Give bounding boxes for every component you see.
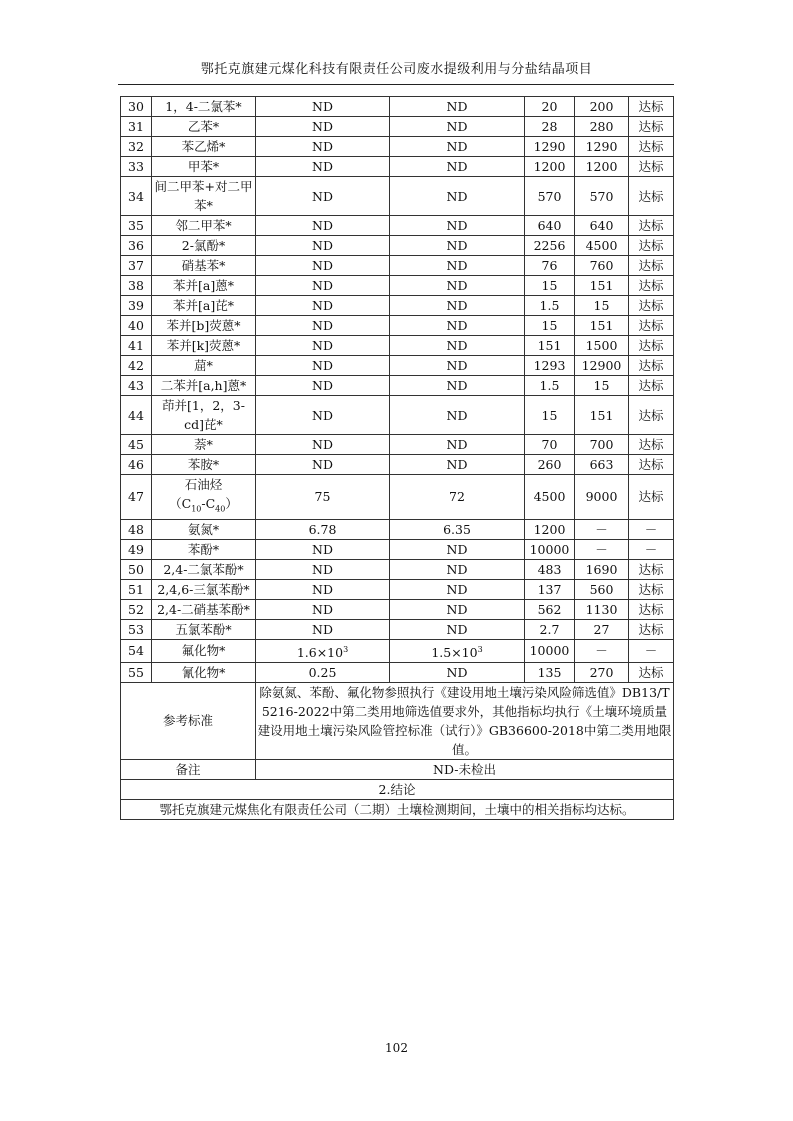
result-2: 72 [390, 475, 525, 520]
result-1: ND [256, 236, 390, 256]
control-value: 151 [575, 316, 629, 336]
evaluation: 达标 [629, 177, 674, 216]
value-base: 1.5×10 [431, 644, 478, 660]
row-number: 42 [121, 356, 152, 376]
row-number: 39 [121, 296, 152, 316]
pollutant-name: 苯胺* [152, 455, 256, 475]
row-number: 51 [121, 579, 152, 599]
control-value: 15 [575, 296, 629, 316]
screening-value: 1.5 [525, 376, 575, 396]
table-row [121, 519, 674, 539]
control-value: 4500 [575, 236, 629, 256]
result-2: ND [390, 316, 525, 336]
header-rule [118, 84, 674, 85]
result-1: ND [256, 599, 390, 619]
row-number: 43 [121, 376, 152, 396]
screening-value: 10000 [525, 639, 575, 662]
control-value: 1130 [575, 599, 629, 619]
pollutant-name: 邻二甲苯* [152, 216, 256, 236]
screening-value: 70 [525, 435, 575, 455]
pollutant-name: 苯并[a]蒽* [152, 276, 256, 296]
screening-value: 28 [525, 117, 575, 137]
row-number: 31 [121, 117, 152, 137]
result-2: ND [390, 619, 525, 639]
control-value: 270 [575, 662, 629, 682]
result-2: ND [390, 276, 525, 296]
result-2: ND [390, 177, 525, 216]
evaluation: 达标 [629, 316, 674, 336]
value-base: 1.6×10 [296, 644, 344, 660]
table-body [121, 97, 674, 820]
evaluation: 达标 [629, 157, 674, 177]
screening-value: 2256 [525, 236, 575, 256]
pollutant-name: 2-氯酚* [152, 236, 256, 256]
screening-value: 1.5 [525, 296, 575, 316]
result-1: ND [256, 97, 390, 117]
evaluation: 达标 [629, 216, 674, 236]
row-number: 38 [121, 276, 152, 296]
control-value: 570 [575, 177, 629, 216]
table-row [121, 336, 674, 356]
evaluation: － [629, 539, 674, 559]
table-row [121, 599, 674, 619]
row-number: 30 [121, 97, 152, 117]
result-1: ND [256, 376, 390, 396]
pollutant-name: 氰化物* [152, 662, 256, 682]
result-2: ND [390, 336, 525, 356]
result-1: 75 [256, 475, 390, 520]
row-number: 32 [121, 137, 152, 157]
control-value: 280 [575, 117, 629, 137]
value-exponent: 3 [477, 644, 483, 654]
table-row [121, 276, 674, 296]
pollutant-name: 氟化物* [152, 639, 256, 662]
control-value: 1690 [575, 559, 629, 579]
result-1: ND [256, 177, 390, 216]
page-header: 鄂托克旗建元煤化科技有限责任公司废水提级利用与分盐结晶项目 [200, 62, 593, 77]
result-2: ND [390, 356, 525, 376]
row-number: 50 [121, 559, 152, 579]
result-2: ND [390, 236, 525, 256]
note-label: 备注 [121, 759, 256, 779]
result-1: ND [256, 455, 390, 475]
row-number: 52 [121, 599, 152, 619]
evaluation: 达标 [629, 137, 674, 157]
control-value: － [575, 539, 629, 559]
table-row [121, 356, 674, 376]
result-2: ND [390, 539, 525, 559]
evaluation: － [629, 519, 674, 539]
screening-value: 562 [525, 599, 575, 619]
result-1: ND [256, 559, 390, 579]
screening-value: 1293 [525, 356, 575, 376]
control-value: 12900 [575, 356, 629, 376]
result-1: 0.25 [256, 662, 390, 682]
control-value: 200 [575, 97, 629, 117]
note-row [121, 759, 674, 779]
screening-value: 1290 [525, 137, 575, 157]
result-1: ND [256, 336, 390, 356]
screening-value: 15 [525, 316, 575, 336]
screening-value: 1200 [525, 157, 575, 177]
control-value: 151 [575, 276, 629, 296]
result-2: ND [390, 579, 525, 599]
row-number: 33 [121, 157, 152, 177]
table-row [121, 137, 674, 157]
pollutant-name: 硝基苯* [152, 256, 256, 276]
result-2: ND [390, 376, 525, 396]
table-row [121, 236, 674, 256]
row-number: 47 [121, 475, 152, 520]
table-row [121, 559, 674, 579]
result-2: ND [390, 117, 525, 137]
table-row [121, 97, 674, 117]
screening-value: 1200 [525, 519, 575, 539]
page-number: 102 [385, 1041, 408, 1055]
evaluation: 达标 [629, 236, 674, 256]
evaluation: 达标 [629, 276, 674, 296]
conclusion-heading-row [121, 779, 674, 799]
table-row [121, 539, 674, 559]
row-number: 35 [121, 216, 152, 236]
result-2: ND [390, 435, 525, 455]
result-1: ND [256, 256, 390, 276]
result-1: ND [256, 117, 390, 137]
evaluation: 达标 [629, 296, 674, 316]
control-value: 760 [575, 256, 629, 276]
row-number: 34 [121, 177, 152, 216]
result-1: ND [256, 157, 390, 177]
pollutant-name: 2,4-二氯苯酚* [152, 559, 256, 579]
screening-value: 135 [525, 662, 575, 682]
table-row [121, 216, 674, 236]
table-row [121, 316, 674, 336]
result-2: ND [390, 137, 525, 157]
evaluation: 达标 [629, 336, 674, 356]
carbon-range-end: 40 [215, 504, 226, 514]
pollutant-name: 石油烃 $(C_{10}-C_{40})$ [152, 475, 256, 520]
control-value: 663 [575, 455, 629, 475]
result-2: ND [390, 396, 525, 435]
screening-value: 15 [525, 396, 575, 435]
pollutant-name: 苯并[a]芘* [152, 296, 256, 316]
evaluation: 达标 [629, 619, 674, 639]
result-2: ND [390, 97, 525, 117]
evaluation: 达标 [629, 435, 674, 455]
result-1: 6.78 [256, 519, 390, 539]
table-row [121, 256, 674, 276]
row-number: 44 [121, 396, 152, 435]
soil-results-table [120, 96, 674, 820]
screening-value: 137 [525, 579, 575, 599]
pollutant-name: 氨氮* [152, 519, 256, 539]
result-1: ND [256, 356, 390, 376]
pollutant-name: 乙苯* [152, 117, 256, 137]
evaluation: 达标 [629, 117, 674, 137]
control-value: － [575, 639, 629, 662]
pollutant-name: 䓛* [152, 356, 256, 376]
evaluation: 达标 [629, 475, 674, 520]
conclusion-text: 鄂托克旗建元煤焦化有限责任公司（二期）土壤检测期间，土壤中的相关指标均达标。 [121, 799, 674, 819]
screening-value: 76 [525, 256, 575, 276]
result-2: 6.35 [390, 519, 525, 539]
pollutant-name: 五氯苯酚* [152, 619, 256, 639]
row-number: 45 [121, 435, 152, 455]
evaluation: 达标 [629, 256, 674, 276]
control-value: 9000 [575, 475, 629, 520]
carbon-range-start: 10 [191, 504, 202, 514]
conclusion-row [121, 799, 674, 819]
pollutant-name: 间二甲苯+对二甲苯* [152, 177, 256, 216]
control-value: 640 [575, 216, 629, 236]
screening-value: 15 [525, 276, 575, 296]
row-number: 40 [121, 316, 152, 336]
reference-text: 除氨氮、苯酚、氟化物参照执行《建设用地土壤污染风险筛选值》DB13/T 5216-2022中第二类用地筛选值要求外，其他指标均执行《土壤环境质量 建设用地土壤污染风险管控标准（试行）》GB36600-2018中第二类用地限值。 [256, 682, 674, 759]
result-2: ND [390, 216, 525, 236]
result-1: ND [256, 539, 390, 559]
table-row [121, 579, 674, 599]
evaluation: 达标 [629, 579, 674, 599]
pollutant-name: 苯并[k]荧蒽* [152, 336, 256, 356]
pollutant-name: 苯乙烯* [152, 137, 256, 157]
screening-value: 640 [525, 216, 575, 236]
pollutant-name-main: 石油烃 [184, 477, 223, 492]
result-2 [390, 639, 525, 662]
table-row [121, 376, 674, 396]
result-1: ND [256, 435, 390, 455]
result-1: ND [256, 619, 390, 639]
evaluation: 达标 [629, 376, 674, 396]
control-value: 27 [575, 619, 629, 639]
control-value: 700 [575, 435, 629, 455]
result-2: ND [390, 296, 525, 316]
result-2: ND [390, 157, 525, 177]
table-row [121, 662, 674, 682]
evaluation: 达标 [629, 599, 674, 619]
control-value: 15 [575, 376, 629, 396]
row-number: 37 [121, 256, 152, 276]
value-exponent: 3 [343, 644, 349, 654]
result-1: ND [256, 137, 390, 157]
evaluation: 达标 [629, 559, 674, 579]
screening-value: 151 [525, 336, 575, 356]
pollutant-name: 萘* [152, 435, 256, 455]
control-value: 1500 [575, 336, 629, 356]
screening-value: 260 [525, 455, 575, 475]
row-number: 48 [121, 519, 152, 539]
table-row [121, 455, 674, 475]
evaluation: － [629, 639, 674, 662]
result-2: ND [390, 256, 525, 276]
pollutant-name: 苯并[b]荧蒽* [152, 316, 256, 336]
screening-value: 483 [525, 559, 575, 579]
table-row [121, 475, 674, 520]
table-row [121, 117, 674, 137]
table-row [121, 177, 674, 216]
table-row [121, 639, 674, 662]
reference-label: 参考标准 [121, 682, 256, 759]
pollutant-name: 甲苯* [152, 157, 256, 177]
row-number: 36 [121, 236, 152, 256]
pollutant-name: 二苯并[a,h]蒽* [152, 376, 256, 396]
table-row [121, 396, 674, 435]
result-1: ND [256, 216, 390, 236]
result-2: ND [390, 662, 525, 682]
table-row [121, 435, 674, 455]
pollutant-name: 1，4-二氯苯* [152, 97, 256, 117]
screening-value: 2.7 [525, 619, 575, 639]
row-number: 41 [121, 336, 152, 356]
table-row [121, 157, 674, 177]
row-number: 54 [121, 639, 152, 662]
table-row [121, 619, 674, 639]
evaluation: 达标 [629, 356, 674, 376]
result-1: ND [256, 276, 390, 296]
screening-value: 570 [525, 177, 575, 216]
row-number: 53 [121, 619, 152, 639]
result-2: ND [390, 455, 525, 475]
evaluation: 达标 [629, 97, 674, 117]
control-value: 151 [575, 396, 629, 435]
pollutant-name: 2,4,6-三氯苯酚* [152, 579, 256, 599]
pollutant-name: 苯酚* [152, 539, 256, 559]
screening-value: 10000 [525, 539, 575, 559]
control-value: － [575, 519, 629, 539]
result-1: ND [256, 579, 390, 599]
note-text: ND-未检出 [256, 759, 674, 779]
result-2: ND [390, 559, 525, 579]
result-1: ND [256, 296, 390, 316]
evaluation: 达标 [629, 455, 674, 475]
row-number: 55 [121, 662, 152, 682]
row-number: 46 [121, 455, 152, 475]
evaluation: 达标 [629, 396, 674, 435]
control-value: 1200 [575, 157, 629, 177]
screening-value: 4500 [525, 475, 575, 520]
reference-row [121, 682, 674, 759]
evaluation: 达标 [629, 662, 674, 682]
screening-value: 20 [525, 97, 575, 117]
result-1 [256, 639, 390, 662]
result-1: ND [256, 316, 390, 336]
result-1: ND [256, 396, 390, 435]
pollutant-name: 2,4-二硝基苯酚* [152, 599, 256, 619]
conclusion-heading: 2.结论 [121, 779, 674, 799]
row-number: 49 [121, 539, 152, 559]
control-value: 1290 [575, 137, 629, 157]
pollutant-name: 茚并[1，2，3-cd]芘* [152, 396, 256, 435]
table-row [121, 296, 674, 316]
control-value: 560 [575, 579, 629, 599]
result-2: ND [390, 599, 525, 619]
